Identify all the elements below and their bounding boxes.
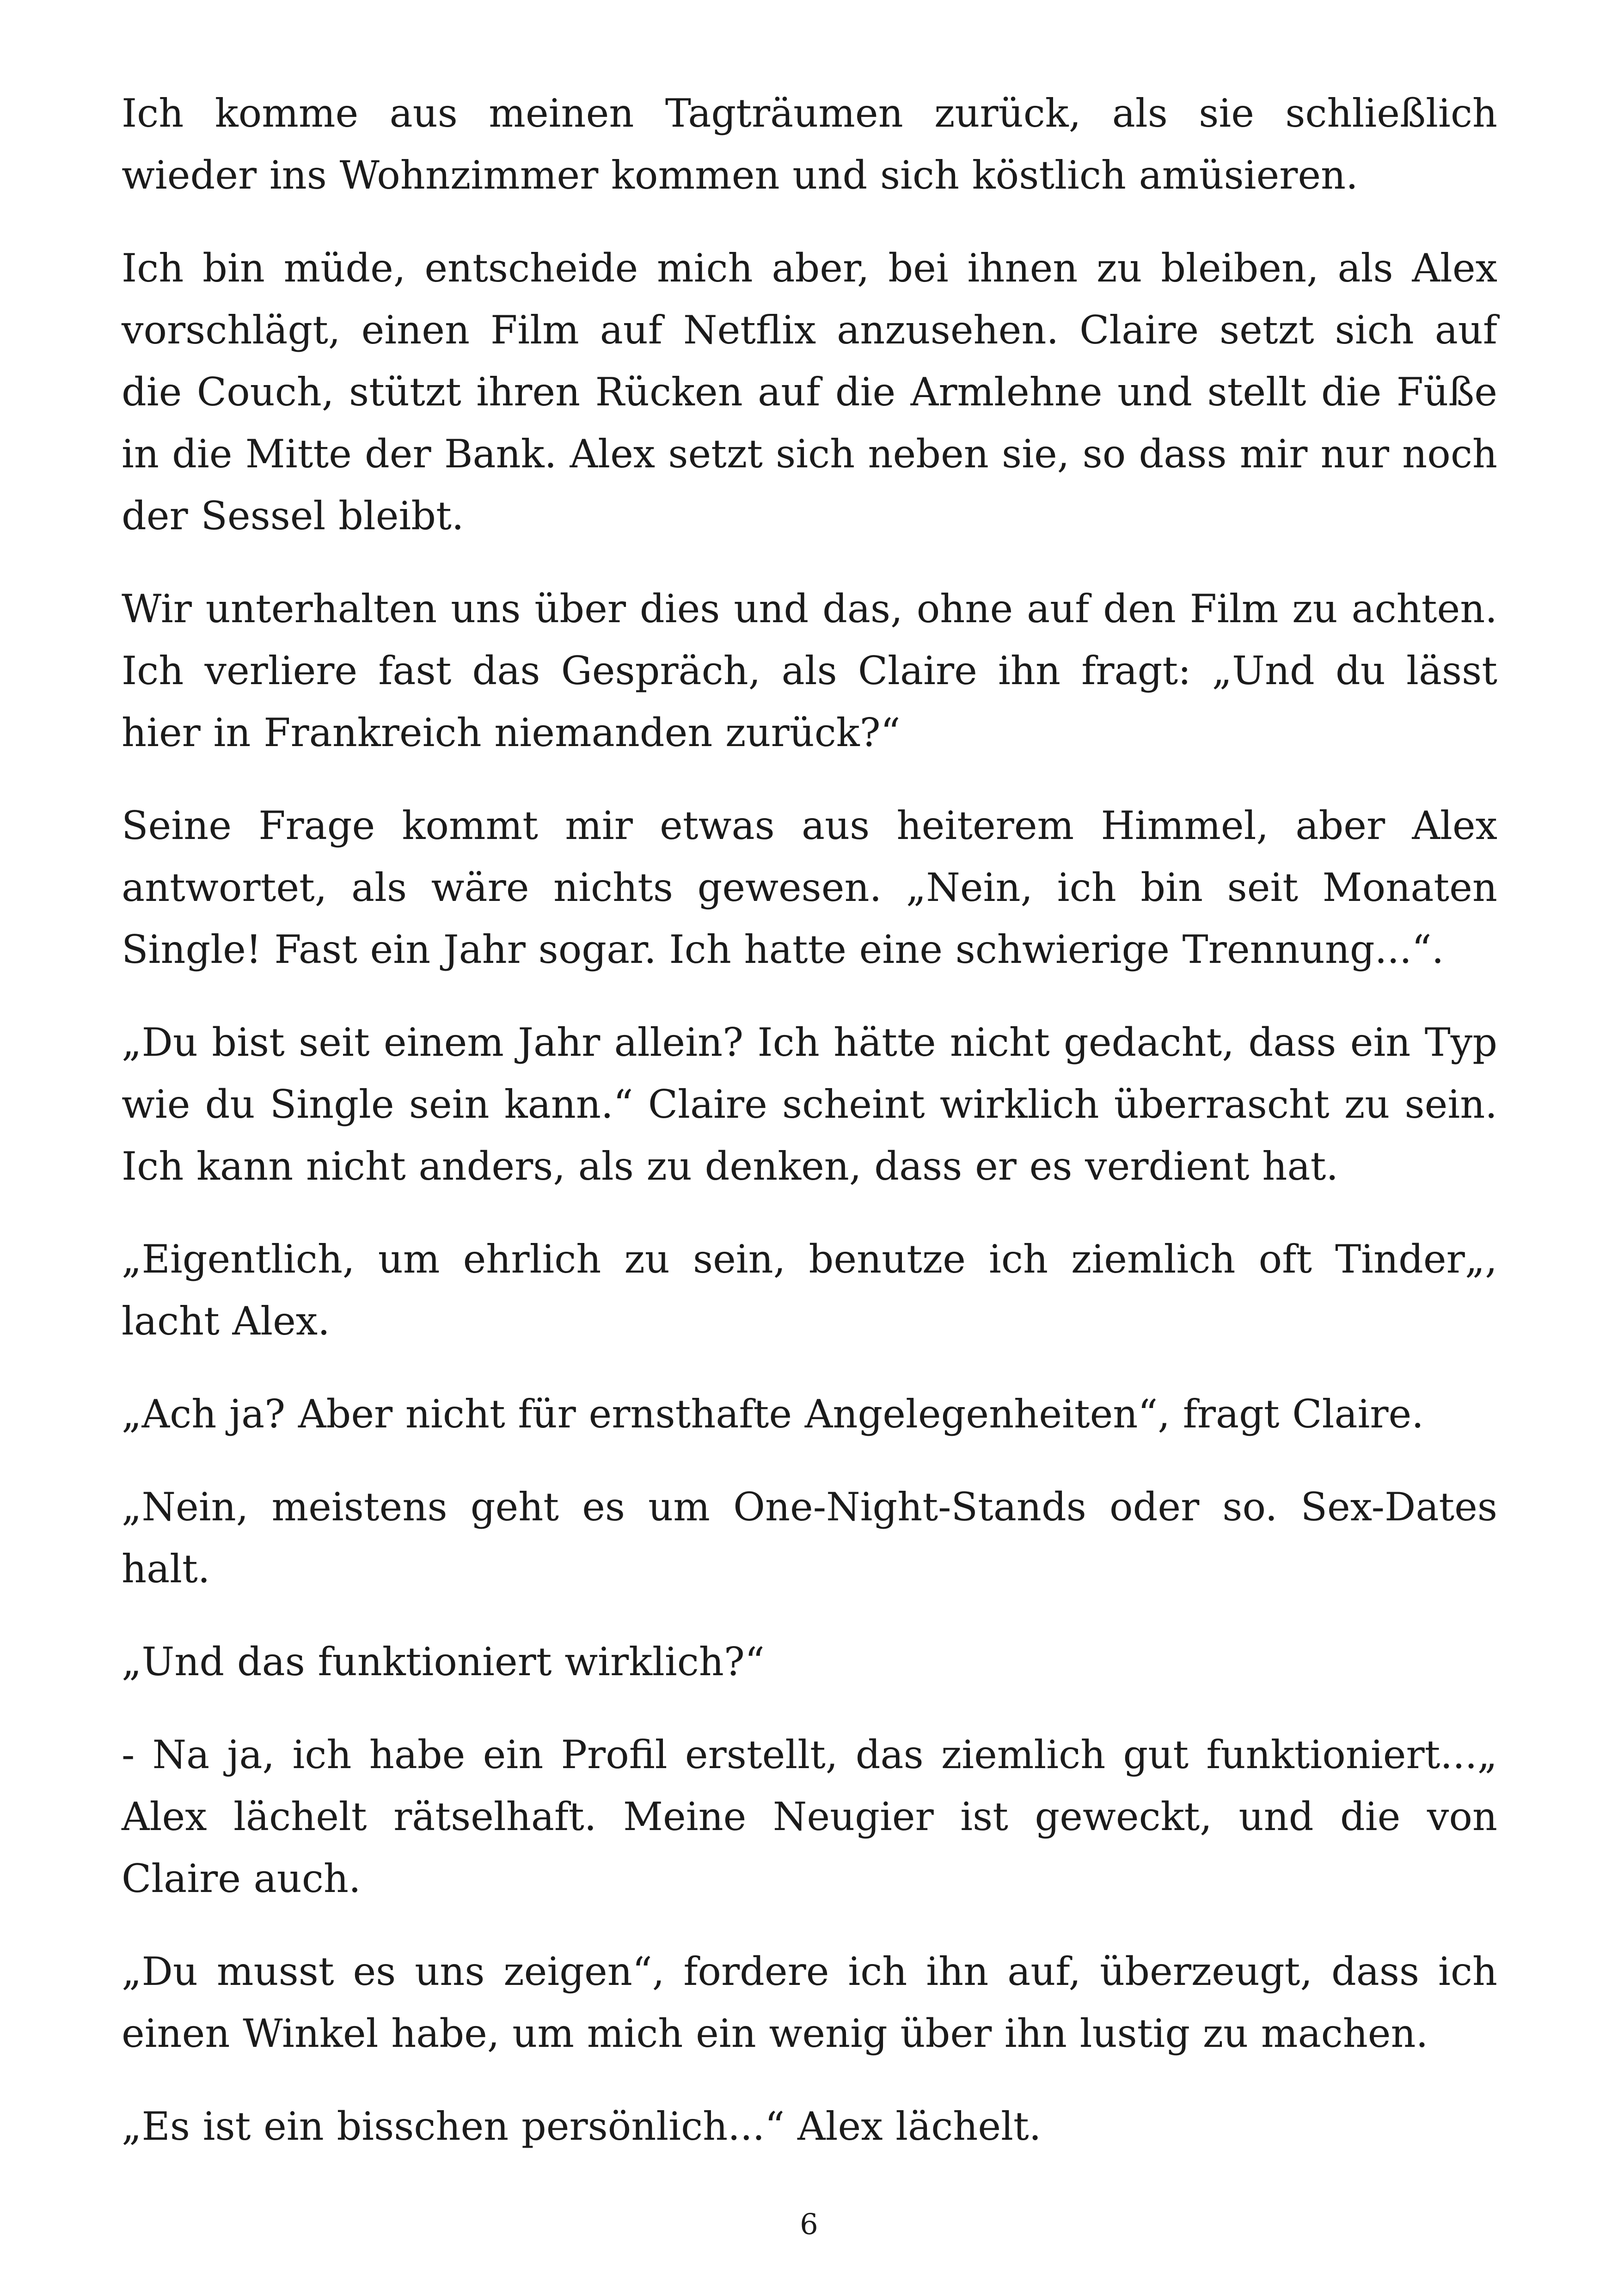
paragraph: Ich komme aus meinen Tagträumen zurück, als sie schließlich wieder ins Wohnzimmer kommen und sich köstlich amüsieren. xyxy=(122,91,1497,198)
paragraph: „Du bist seit einem Jahr allein? Ich hätte nicht gedacht, dass ein Typ wie du Single sein kann.“ Claire scheint wirklich überrascht zu sein. Ich kann nicht anders, als zu denken, dass er es verdient hat. xyxy=(122,1020,1497,1189)
paragraph: „Und das funktioniert wirklich?“ xyxy=(122,1639,765,1684)
paragraph: „Es ist ein bisschen persönlich...“ Alex lächelt. xyxy=(122,2104,1042,2149)
page-number: 6 xyxy=(800,2207,818,2241)
paragraph: Wir unterhalten uns über dies und das, ohne auf den Film zu achten. Ich verliere fast das Gespräch, als Claire ihn fragt: „Und du lässt hier in Frankreich niemanden zurück?“ xyxy=(122,586,1497,755)
paragraph: „Eigentlich, um ehrlich zu sein, benutze ich ziemlich oft Tinder„, lacht Alex. xyxy=(122,1237,1497,1344)
paragraph: „Nein, meistens geht es um One-Night-Stands oder so. Sex-Dates halt. xyxy=(122,1484,1497,1592)
paragraph: - Na ja, ich habe ein Profil erstellt, das ziemlich gut funktioniert...„ Alex lächelt rätselhaft. Meine Neugier ist geweckt, und die von Claire auch. xyxy=(122,1732,1497,1901)
paragraph: „Ach ja? Aber nicht für ernsthafte Angelegenheiten“, fragt Claire. xyxy=(122,1391,1424,1437)
paragraph: „Du musst es uns zeigen“, fordere ich ihn auf, überzeugt, dass ich einen Winkel habe, um mich ein wenig über ihn lustig zu machen. xyxy=(122,1949,1497,2056)
body-text xyxy=(122,82,1497,2188)
paragraph: Seine Frage kommt mir etwas aus heiterem Himmel, aber Alex antwortet, als wäre nichts gewesen. „Nein, ich bin seit Monaten Single! Fast ein Jahr sogar. Ich hatte eine schwierige Trennung...“. xyxy=(122,803,1497,972)
paragraph: Ich bin müde, entscheide mich aber, bei ihnen zu bleiben, als Alex vorschlägt, einen Film auf Netflix anzusehen. Claire setzt sich auf die Couch, stützt ihren Rücken auf die Armlehne und stellt die Füße in die Mitte der Bank. Alex setzt sich neben sie, so dass mir nur noch der Sessel bleibt. xyxy=(122,245,1497,539)
